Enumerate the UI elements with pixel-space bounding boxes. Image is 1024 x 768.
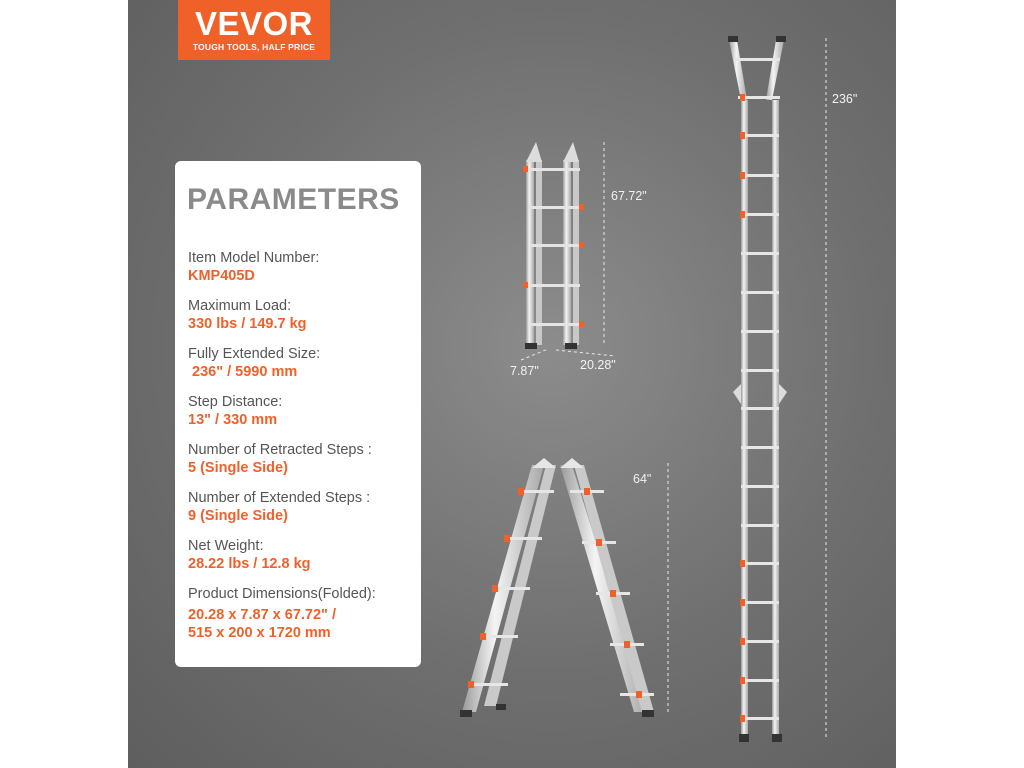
param-label: Maximum Load: xyxy=(188,298,292,314)
param-label: Step Distance: xyxy=(188,394,283,410)
param-value: 20.28 x 7.87 x 67.72" / xyxy=(188,607,336,623)
param-label: Net Weight: xyxy=(188,538,264,554)
param-label: Number of Extended Steps : xyxy=(188,490,371,506)
folded-depth-label: 7.87" xyxy=(510,364,539,378)
param-label: Fully Extended Size: xyxy=(188,346,321,362)
a-frame-height-label: 64" xyxy=(633,472,652,486)
param-label: Product Dimensions(Folded): xyxy=(188,586,376,602)
folded-depth-line xyxy=(521,349,548,360)
param-value: KMP405D xyxy=(188,268,255,284)
extended-height-label: 236" xyxy=(832,92,858,106)
folded-height-label: 67.72" xyxy=(611,189,647,203)
param-value: 5 (Single Side) xyxy=(188,460,288,476)
param-label: Number of Retracted Steps : xyxy=(188,442,372,458)
folded-width-line xyxy=(556,350,615,356)
param-label: Item Model Number: xyxy=(188,250,320,266)
folded-ladder xyxy=(523,142,584,349)
logo-tagline: TOUGH TOOLS, HALF PRICE xyxy=(192,42,316,52)
param-value: 28.22 lbs / 12.8 kg xyxy=(188,556,311,572)
folded-width-label: 20.28" xyxy=(580,358,616,372)
param-value: 13" / 330 mm xyxy=(188,412,278,428)
parameters-title: PARAMETERS xyxy=(187,183,400,216)
a-frame-ladder xyxy=(460,458,654,717)
extended-ladder xyxy=(728,36,787,742)
param-value: 330 lbs / 149.7 kg xyxy=(188,316,307,332)
param-value: 236" / 5990 mm xyxy=(188,364,298,380)
logo-brand: VEVOR xyxy=(194,5,314,42)
param-value: 9 (Single Side) xyxy=(188,508,288,524)
param-value-metric: 515 x 200 x 1720 mm xyxy=(188,625,331,641)
